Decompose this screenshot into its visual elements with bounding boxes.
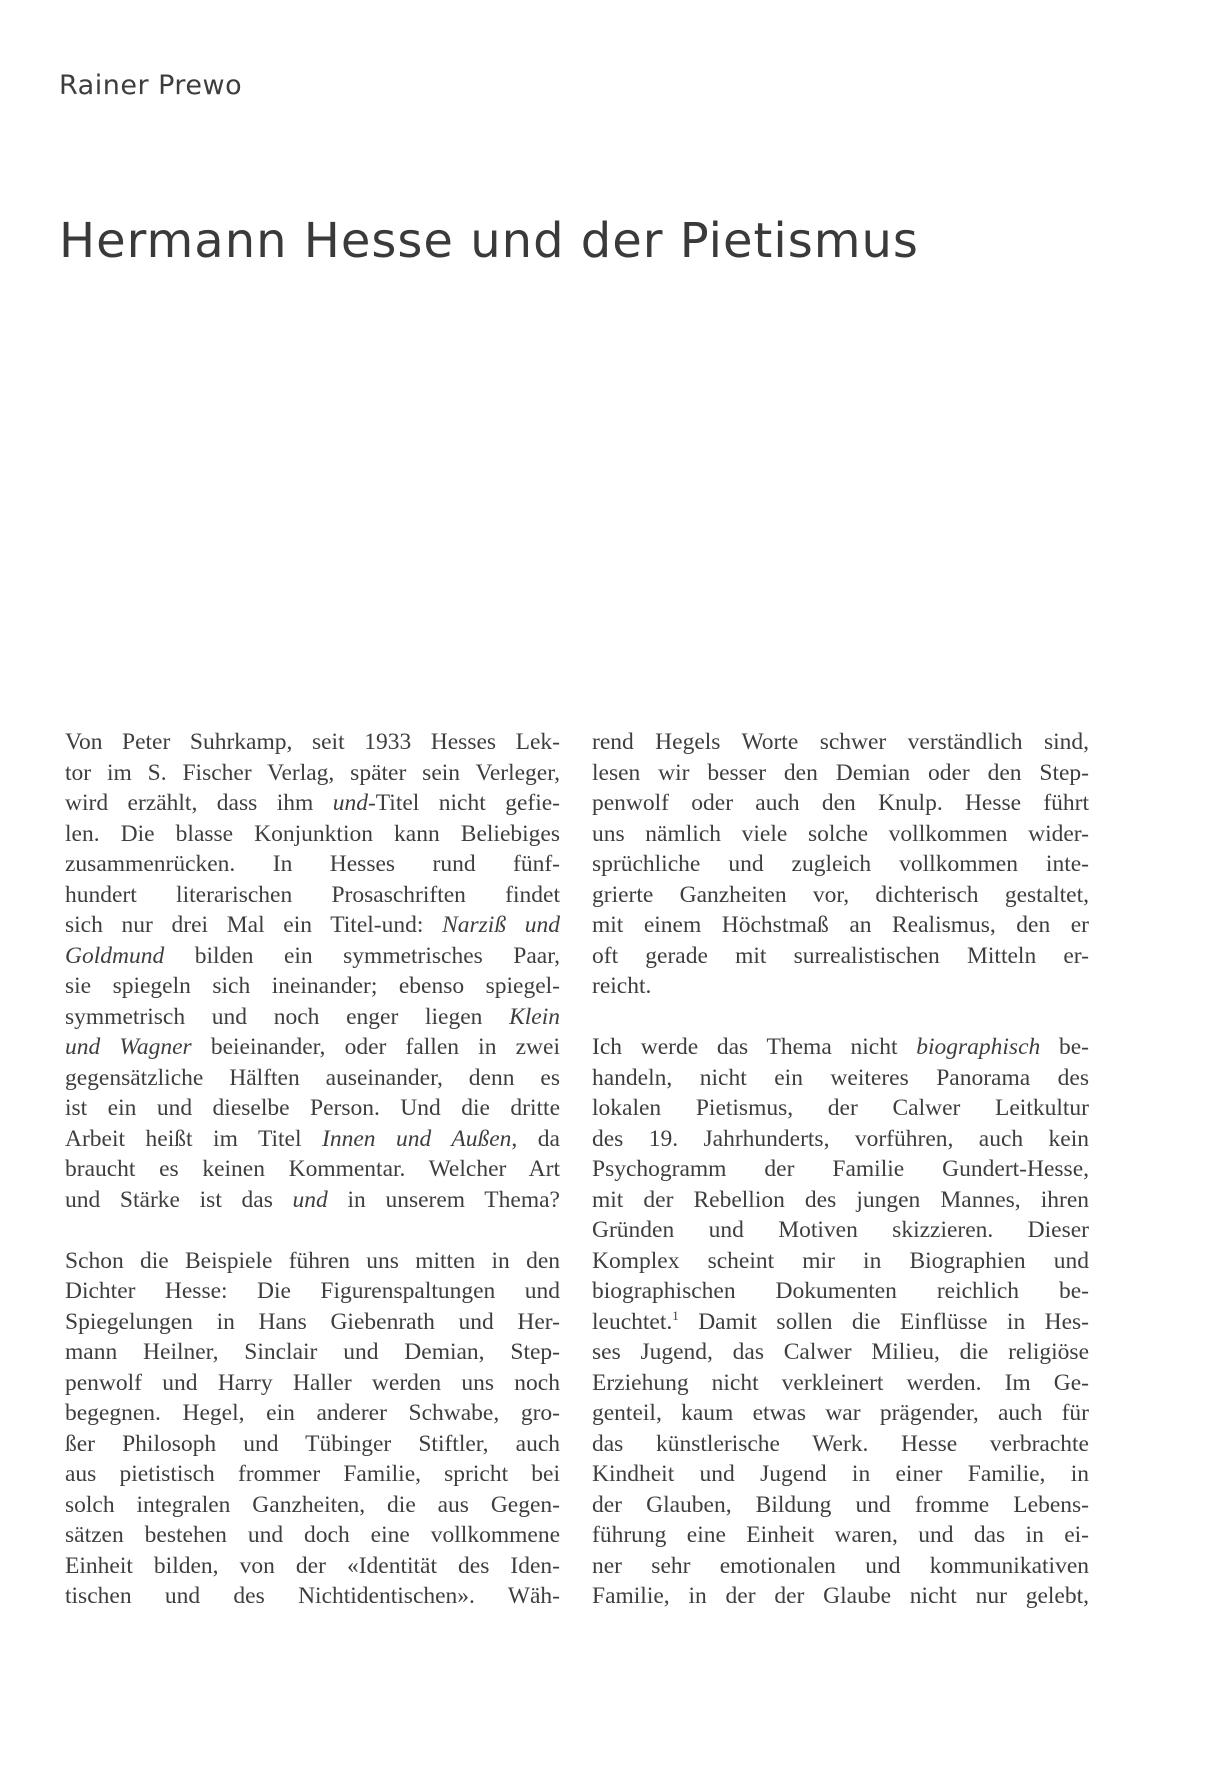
text-line: mit der Rebellion des jungen Mannes, ihren <box>592 1186 1089 1213</box>
article-title: Hermann Hesse und der Pietismus <box>59 213 919 269</box>
italic-text: Goldmund <box>65 942 165 969</box>
text-line: sie spiegeln sich ineinander; ebenso spiegel- <box>65 973 560 999</box>
text-line: Arbeit heißt im Titel Innen und Außen, da <box>65 1125 560 1152</box>
text-line: des 19. Jahrhunderts, vorführen, auch kein <box>592 1125 1089 1152</box>
text-line: sprüchliche und zugleich vollkommen inte- <box>592 851 1089 877</box>
text-line: aus pietistisch frommer Familie, spricht bei <box>65 1461 560 1487</box>
text-line: lokalen Pietismus, der Calwer Leitkultur <box>592 1095 1089 1121</box>
text-line: reicht. <box>592 973 652 999</box>
text-line: solch integralen Ganzheiten, die aus Gegen- <box>65 1491 560 1518</box>
italic-text: Klein <box>509 1003 560 1030</box>
text-line: biographischen Dokumenten reichlich be- <box>592 1278 1089 1304</box>
text-line: und Stärke ist das und in unserem Thema? <box>65 1186 560 1213</box>
text-line: Komplex scheint mir in Biographien und <box>592 1247 1089 1274</box>
left-paragraph-1 <box>65 727 560 1215</box>
text-line: tor im S. Fischer Verlag, später sein Verleger, <box>65 759 560 786</box>
text-line: uns nämlich viele solche vollkommen wider- <box>592 820 1089 847</box>
text-line: der Glauben, Bildung und fromme Lebens- <box>592 1491 1089 1518</box>
italic-text: und <box>292 1186 328 1213</box>
text-line: Einheit bilden, von der «Identität des Iden- <box>65 1552 560 1579</box>
text-line: hundert literarischen Prosaschriften findet <box>65 881 560 908</box>
text-line: wird erzählt, dass ihm und-Titel nicht gefie- <box>65 790 560 816</box>
text-line: handeln, nicht ein weiteres Panorama des <box>592 1064 1089 1091</box>
text-line: Schon die Beispiele führen uns mitten in den <box>65 1247 560 1274</box>
left-paragraph-2 <box>65 1246 560 1612</box>
footnote-marker: 1 <box>672 1307 679 1323</box>
text-line: Spiegelungen in Hans Giebenrath und Her- <box>65 1308 560 1335</box>
text-line: tischen und des Nichtidentischen». Wäh- <box>65 1583 560 1609</box>
author-name: Rainer Prewo <box>59 70 243 101</box>
text-line: Gründen und Motiven skizzieren. Dieser <box>592 1217 1089 1243</box>
italic-text: und Wagner <box>65 1034 192 1060</box>
text-line: Ich werde das Thema nicht biographisch be- <box>592 1034 1089 1060</box>
text-line: ßer Philosoph und Tübinger Stiftler, auch <box>65 1430 560 1457</box>
text-line: leuchtet.$^1$ Damit sollen die Einflüsse in Hes- <box>592 1307 1089 1335</box>
right-column <box>592 727 1089 1612</box>
italic-text: und <box>332 790 368 816</box>
text-line: Psychogramm der Familie Gundert-Hesse, <box>592 1156 1089 1182</box>
right-paragraph-2 <box>592 1032 1089 1612</box>
text-line: und Wagner beieinander, oder fallen in zwei <box>65 1034 560 1060</box>
text-line: gegensätzliche Hälften auseinander, denn es <box>65 1064 560 1091</box>
text-line: symmetrisch und noch enger liegen Klein <box>65 1003 560 1030</box>
text-line: Kindheit und Jugend in einer Familie, in <box>592 1461 1089 1487</box>
text-line: Erziehung nicht verkleinert werden. Im Ge- <box>592 1369 1089 1396</box>
text-line: sich nur drei Mal ein Titel-und: Narziß und <box>65 912 560 938</box>
text-line: mit einem Höchstmaß an Realismus, den er <box>592 912 1089 938</box>
text-line: braucht es keinen Kommentar. Welcher Art <box>65 1156 560 1182</box>
text-line: das künstlerische Werk. Hesse verbrachte <box>592 1430 1089 1457</box>
text-line: Von Peter Suhrkamp, seit 1933 Hesses Lek- <box>65 729 560 755</box>
text-line: führung eine Einheit waren, und das in ei- <box>592 1522 1089 1548</box>
right-paragraph-1 <box>592 727 1089 1002</box>
text-line: Goldmund bilden ein symmetrisches Paar, <box>65 942 560 969</box>
text-line: genteil, kaum etwas war prägender, auch für <box>592 1400 1089 1426</box>
text-line: ist ein und dieselbe Person. Und die dritte <box>65 1095 560 1121</box>
italic-text: Narziß und <box>442 912 560 938</box>
text-line: lesen wir besser den Demian oder den Step- <box>592 759 1089 786</box>
text-line: sätzen bestehen und doch eine vollkommene <box>65 1522 560 1548</box>
text-line: mann Heilner, Sinclair und Demian, Step- <box>65 1339 560 1365</box>
text-line: ner sehr emotionalen und kommunikativen <box>592 1552 1089 1579</box>
text-line: Familie, in der der Glaube nicht nur gelebt, <box>592 1583 1089 1609</box>
text-line: oft gerade mit surrealistischen Mitteln er- <box>592 942 1089 969</box>
text-line: grierte Ganzheiten vor, dichterisch gestaltet, <box>592 881 1089 908</box>
text-line: zusammenrücken. In Hesses rund fünf- <box>65 851 560 877</box>
text-line: Dichter Hesse: Die Figurenspaltungen und <box>65 1278 560 1304</box>
text-line: penwolf oder auch den Knulp. Hesse führt <box>592 790 1089 816</box>
text-line: penwolf und Harry Haller werden uns noch <box>65 1369 560 1396</box>
italic-text: biographisch <box>916 1034 1041 1060</box>
text-line: len. Die blasse Konjunktion kann Beliebiges <box>65 820 560 847</box>
left-column <box>65 727 560 1612</box>
text-line: ses Jugend, das Calwer Milieu, die religiöse <box>592 1339 1089 1365</box>
italic-text: Innen und Außen <box>322 1125 512 1152</box>
text-line: begegnen. Hegel, ein anderer Schwabe, gro- <box>65 1400 560 1426</box>
text-line: rend Hegels Worte schwer verständlich sind, <box>592 729 1089 755</box>
